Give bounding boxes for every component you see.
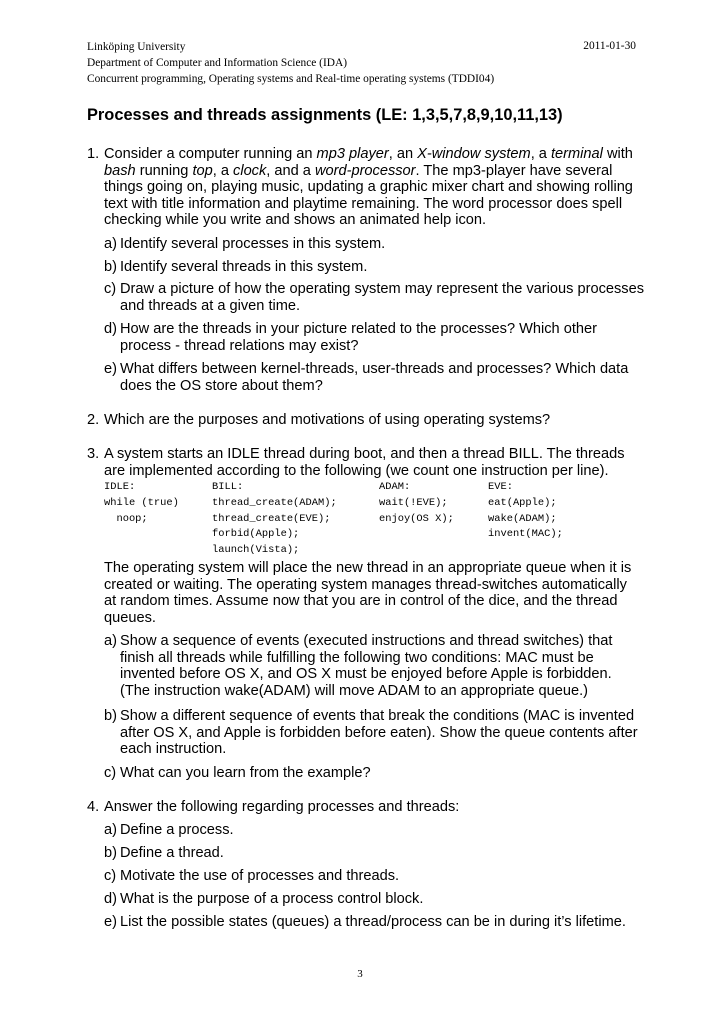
sub-text: Identify several threads in this system.: [120, 259, 368, 275]
sub-text: What can you learn from the example?: [120, 765, 371, 781]
code-idle: IDLE: while (true) noop;: [104, 481, 179, 525]
code-adam: ADAM: wait(!EVE); enjoy(OS X);: [379, 481, 454, 525]
question-2: [87, 412, 647, 429]
header-course: Concurrent programming, Operating systems and Real-time operating systems (TDDI04): [87, 73, 495, 85]
sub-label: b): [104, 845, 117, 861]
question-4a: [104, 822, 644, 839]
question-3-paragraph: [104, 560, 639, 626]
sub-label: a): [104, 822, 117, 838]
question-4d: [104, 891, 644, 908]
question-4e: [104, 914, 664, 931]
question-3a: [104, 633, 644, 699]
question-text: Consider a computer running an mp3 player, an X-window system, a terminal with bash running top, a clock, and a word-processor. The mp3-player have several things going on, playing music, updating a graphic mixer chart and showing rolling text with title information and playtime remaining. The word processor does spell checking while you write and shows an animated help icon.: [104, 146, 633, 229]
question-3c: [104, 765, 644, 782]
question-4b: [104, 845, 644, 862]
sub-label: e): [104, 914, 117, 930]
sub-text: Motivate the use of processes and threads.: [120, 868, 400, 884]
question-1e: [104, 361, 644, 394]
code-bill: BILL: thread_create(ADAM); thread_create(EVE); forbid(Apple); launch(Vista);: [212, 481, 337, 557]
question-1d: [104, 321, 644, 354]
question-1a: [104, 236, 644, 253]
sub-text: Draw a picture of how the operating system may represent the various processes and threads at a given time.: [120, 281, 644, 314]
sub-label: b): [104, 708, 117, 724]
sub-label: c): [104, 765, 117, 781]
header-department: Department of Computer and Information Science (IDA): [87, 57, 347, 69]
header-date: 2011-01-30: [583, 40, 636, 52]
question-number: 3.: [87, 446, 100, 462]
sub-label: e): [104, 361, 117, 377]
question-4: [87, 799, 647, 816]
question-3: [87, 446, 647, 479]
question-text: Answer the following regarding processes and threads:: [104, 799, 460, 815]
question-1: [87, 146, 647, 229]
sub-label: d): [104, 891, 117, 907]
sub-text: How are the threads in your picture related to the processes? Which other process - thread relations may exist?: [120, 321, 597, 354]
code-eve: EVE: eat(Apple); wake(ADAM); invent(MAC);: [488, 481, 563, 541]
sub-text: List the possible states (queues) a thread/process can be in during it’s lifetime.: [120, 914, 626, 930]
sub-text: Define a thread.: [120, 845, 224, 861]
sub-label: c): [104, 868, 117, 884]
header-university: Linköping University: [87, 41, 186, 53]
page-number: 3: [357, 968, 363, 980]
sub-label: a): [104, 633, 117, 649]
sub-label: d): [104, 321, 117, 337]
sub-label: c): [104, 281, 117, 297]
question-text: Which are the purposes and motivations of using operating systems?: [104, 412, 551, 428]
sub-label: b): [104, 259, 117, 275]
sub-text: What is the purpose of a process control block.: [120, 891, 424, 907]
question-3b: [104, 708, 644, 758]
question-1b: [104, 259, 644, 276]
question-number: 2.: [87, 412, 100, 428]
sub-text: Define a process.: [120, 822, 234, 838]
question-number: 4.: [87, 799, 100, 815]
question-number: 1.: [87, 146, 100, 162]
sub-text: What differs between kernel-threads, user-threads and processes? Which data does the OS store about them?: [120, 361, 629, 394]
question-4c: [104, 868, 644, 885]
paragraph-text: The operating system will place the new thread in an appropriate queue when it is created or waiting. The operating system manages thread-switches automatically at random times. Assume now that you are in control of the dice, and the thread queues.: [104, 560, 632, 626]
question-1c: [104, 281, 644, 314]
sub-text: Show a sequence of events (executed instructions and thread switches) that finish all threads while fulfilling the following two conditions: MAC must be invented before OS X, and OS X must be enjoyed before Apple is forbidden. (The instruction wake(ADAM) will move ADAM to an appropriate queue.): [120, 633, 613, 699]
sub-text: Identify several processes in this system.: [120, 236, 386, 252]
page-title: Processes and threads assignments (LE: 1,3,5,7,8,9,10,11,13): [87, 106, 563, 124]
sub-text: Show a different sequence of events that break the conditions (MAC is invented after OS X, and Apple is forbidden before eaten). Show the queue contents after each instruction.: [120, 708, 638, 758]
question-text: A system starts an IDLE thread during boot, and then a thread BILL. The threads are implemented according to the following (we count one instruction per line).: [104, 446, 625, 479]
sub-label: a): [104, 236, 117, 252]
